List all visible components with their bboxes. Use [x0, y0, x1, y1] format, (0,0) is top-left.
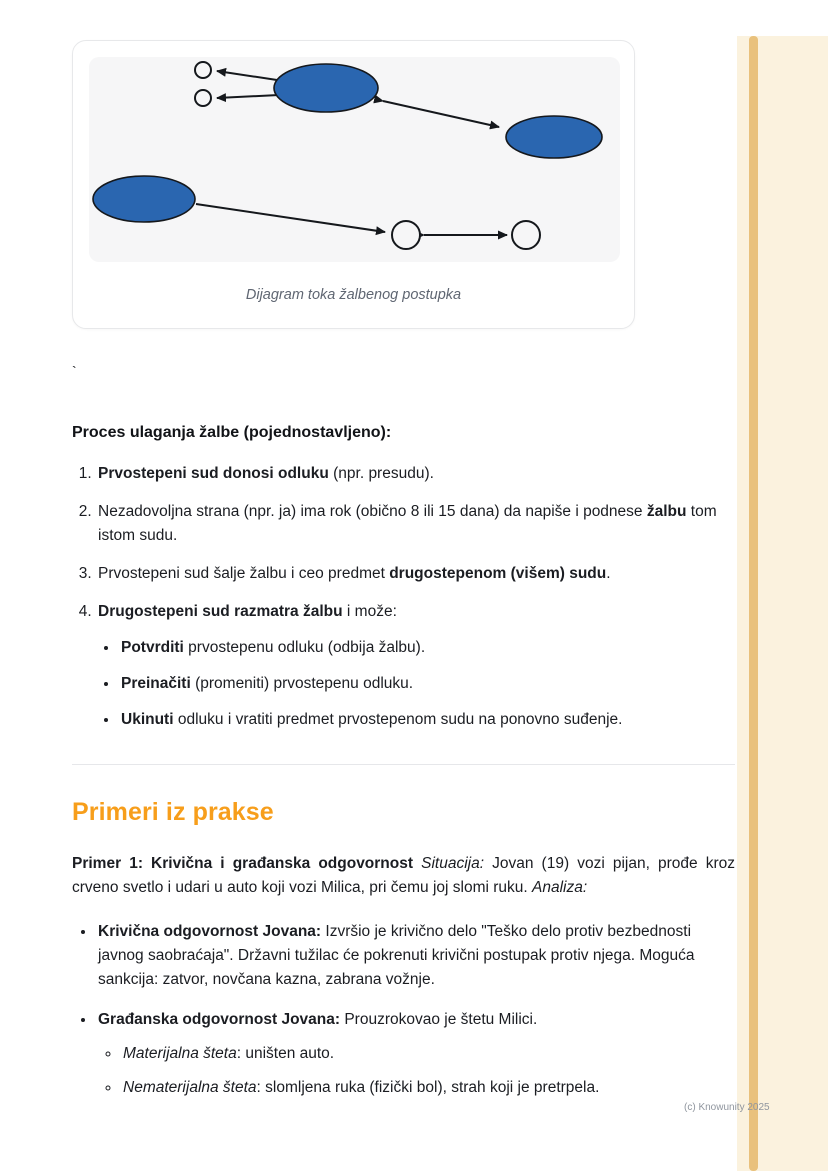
- flow-ellipse: [93, 176, 195, 222]
- diagram-card: [72, 40, 635, 329]
- examples-heading: Primeri iz prakse: [72, 798, 274, 827]
- analysis-sublist: [98, 1042, 735, 1100]
- flow-node-circle: [195, 90, 211, 106]
- list-item: 1. Prvostepeni sud donosi odluku (npr. presudu).: [96, 462, 735, 486]
- stray-backtick: `: [72, 363, 77, 380]
- process-list: [72, 462, 735, 732]
- example-intro: Primer 1: Krivična i građanska odgovornost Situacija: Jovan (19) vozi pijan, prođe kroz crveno svetlo i udari u auto koji vozi Milica, pri čemu joj slomi ruku. Analiza:: [72, 855, 735, 897]
- flow-arrow-bidirectional: [383, 101, 499, 127]
- flow-arrow: [217, 95, 279, 98]
- list-item-text: Građanska odgovornost Jovana: Prouzrokovao je štetu Milici.: [98, 1011, 538, 1029]
- list-item: 3. Prvostepeni sud šalje žalbu i ceo predmet drugostepenom (višem) sudu.: [96, 562, 735, 586]
- list-item: ◦ Materijalna šteta: uništen auto.: [121, 1042, 735, 1066]
- document-content: [72, 40, 735, 1116]
- flow-arrow: [196, 204, 385, 232]
- flow-diagram: [89, 57, 620, 262]
- flow-node-circle: [512, 221, 540, 249]
- scrollbar[interactable]: [749, 36, 758, 1171]
- flow-ellipse: [506, 116, 602, 158]
- process-heading: Proces ulaganja žalbe (pojednostavljeno):: [72, 424, 392, 442]
- list-item: 2. Nezadovoljna strana (npr. ja) ima rok (obično 8 ili 15 dana) da napiše i podnese žalbu tom istom sudu.: [96, 500, 735, 548]
- analysis-list: [72, 920, 735, 1100]
- list-item: [96, 1008, 735, 1100]
- flow-node-circle: [392, 221, 420, 249]
- flow-ellipse: [274, 64, 378, 112]
- list-item: [96, 600, 735, 732]
- watermark: (c) Knowunity 2025: [684, 1102, 770, 1113]
- list-item: ◦ Nematerijalna šteta: slomljena ruka (fizički bol), strah koji je pretrpela.: [121, 1076, 735, 1100]
- flow-node-circle: [195, 62, 211, 78]
- list-item: • Ukinuti odluku i vratiti predmet prvostepenom sudu na ponovno suđenje.: [119, 708, 735, 732]
- figure-caption: Dijagram toka žalbenog postupka: [245, 287, 462, 303]
- flow-arrow: [217, 71, 277, 80]
- diagram-canvas: [89, 57, 620, 262]
- process-sublist: [98, 636, 735, 732]
- list-item: • Potvrditi prvostepenu odluku (odbija žalbu).: [119, 636, 735, 660]
- list-item: • Krivična odgovornost Jovana: Izvršio je krivično delo "Teško delo protiv bezbednosti javnog saobraćaja". Državni tužilac će pokrenuti krivični postupak protiv njega. Moguća sankcija: zatvor, novčana kazna, zabrana vožnje.: [96, 920, 735, 992]
- list-item: • Preinačiti (promeniti) prvostepenu odluku.: [119, 672, 735, 696]
- list-item-text: Drugostepeni sud razmatra žalbu i može:: [98, 603, 397, 621]
- section-divider: [72, 764, 735, 765]
